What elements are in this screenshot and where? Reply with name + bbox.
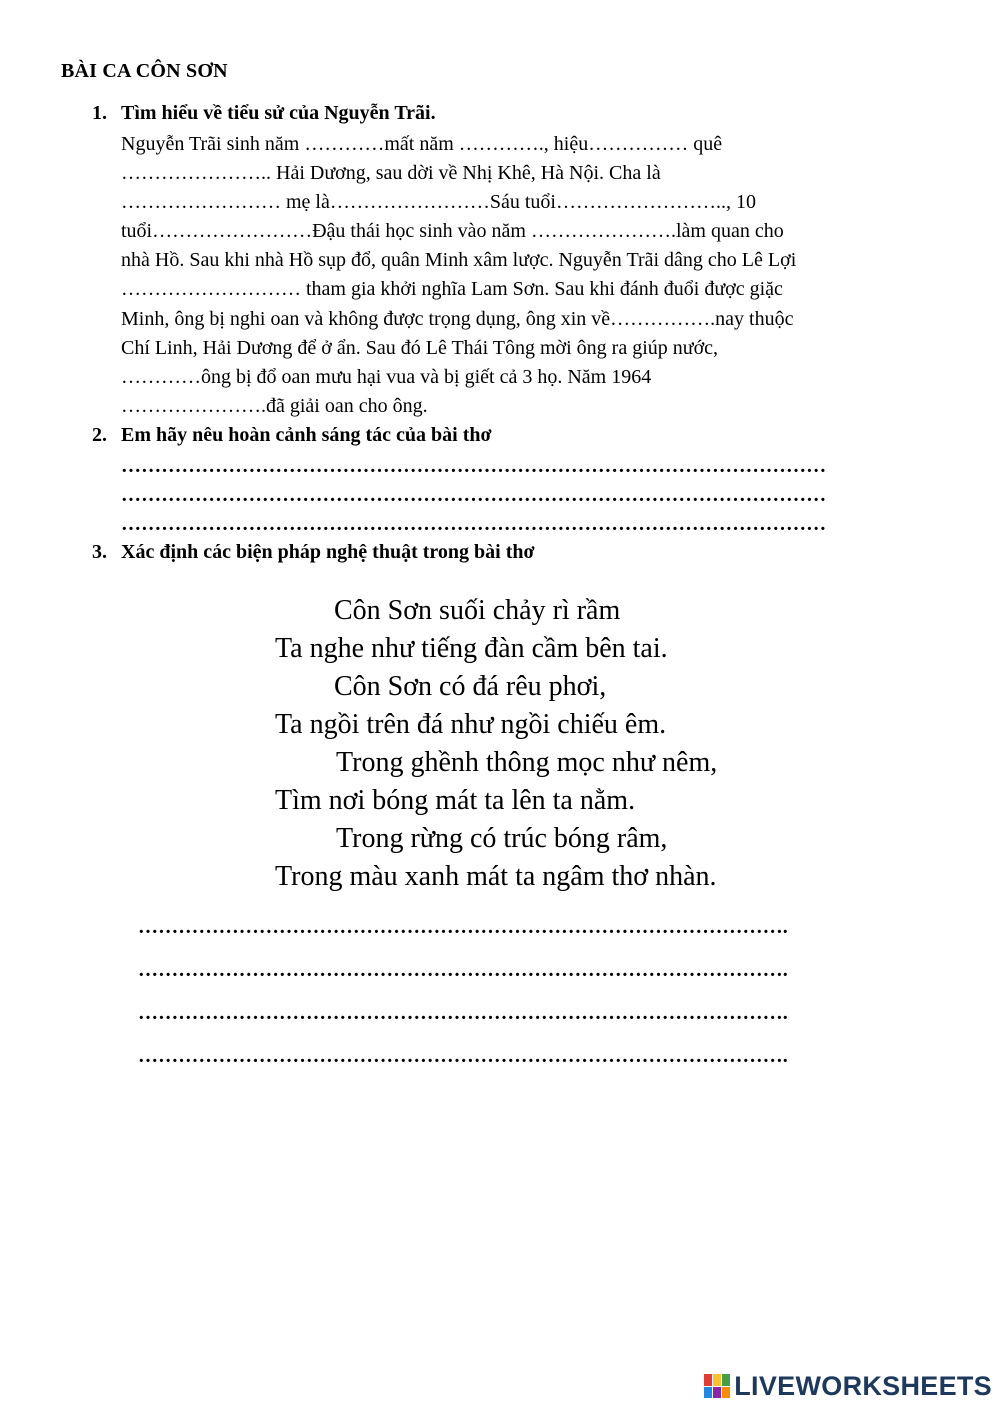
question-2-number: 2. [92, 424, 107, 446]
poem-line: Tìm nơi bóng mát ta lên ta nằm. [275, 785, 636, 816]
question-2-text: Em hãy nêu hoàn cảnh sáng tác của bài thơ [121, 424, 492, 446]
poem-line: Ta nghe như tiếng đàn cầm bên tai. [275, 633, 668, 664]
question-1-number: 1. [92, 102, 107, 124]
logo-icon-square [704, 1387, 712, 1399]
bio-line: ………………….. Hải Dương, sau dời về Nhị Khê, Hà Nội. Cha là [121, 162, 661, 185]
question-1-text: Tìm hiểu về tiểu sử của Nguyễn Trãi. [121, 102, 436, 124]
q3-answer-line[interactable]: ……………………………………………………………………………………. [138, 1045, 788, 1067]
question-1-heading [92, 102, 436, 125]
poem-line: Trong màu xanh mát ta ngâm thơ nhàn. [275, 861, 717, 892]
logo-icon-square [713, 1374, 721, 1386]
poem [0, 592, 1000, 896]
poem-line: Trong ghềnh thông mọc như nêm, [336, 747, 718, 778]
question-2-heading [92, 424, 492, 447]
poem-line: Côn Sơn có đá rêu phơi, [334, 671, 607, 702]
q3-answer-line[interactable]: ……………………………………………………………………………………. [138, 1002, 788, 1024]
logo-text: LIVEWORKSHEETS [734, 1370, 992, 1401]
bio-line: ……………………… tham gia khởi nghĩa Lam Sơn. Sau khi đánh đuổi được giặc [121, 278, 783, 301]
q3-answer-line[interactable]: ……………………………………………………………………………………. [138, 916, 788, 938]
biography-paragraph [121, 130, 921, 421]
logo-icon-square [713, 1387, 721, 1399]
q2-answer-line[interactable]: …………………………………………………………………………………………… [121, 513, 827, 535]
poem-line: Côn Sơn suối chảy rì rầm [334, 595, 621, 626]
poem-line: Trong rừng có trúc bóng râm, [336, 823, 668, 854]
question-3-heading [92, 541, 535, 564]
question-3-text: Xác định các biện pháp nghệ thuật trong bài thơ [121, 541, 535, 563]
logo-icon-square [704, 1374, 712, 1386]
q2-answer-line[interactable]: …………………………………………………………………………………………… [121, 484, 827, 506]
liveworksheets-logo[interactable] [704, 1371, 992, 1401]
q2-answer-line[interactable]: …………………………………………………………………………………………… [121, 455, 827, 477]
bio-line: tuổi……………………Đậu thái học sinh vào năm ………………….làm quan cho [121, 220, 784, 243]
logo-icon-square [722, 1387, 730, 1399]
poem-line: Ta ngồi trên đá như ngồi chiếu êm. [275, 709, 667, 740]
bio-line: Nguyễn Trãi sinh năm …………mất năm …………., hiệu…………… quê [121, 133, 723, 155]
bio-line: nhà Hồ. Sau khi nhà Hồ sụp đổ, quân Minh xâm lược. Nguyễn Trãi dâng cho Lê Lợi [121, 249, 797, 272]
logo-icon-square [722, 1374, 730, 1386]
bio-line: …………………… mẹ là……………………Sáu tuổi…………………….., 10 [121, 191, 756, 214]
bio-line: Chí Linh, Hải Dương để ở ẩn. Sau đó Lê Thái Tông mời ông ra giúp nước, [121, 336, 719, 359]
liveworksheets-logo-icon [704, 1374, 730, 1398]
question-3-number: 3. [92, 541, 107, 563]
page-title: BÀI CA CÔN SƠN [61, 60, 228, 82]
bio-line: …………ông bị đổ oan mưu hại vua và bị giết cả 3 họ. Năm 1964 [121, 365, 652, 388]
bio-line: ………………….đã giải oan cho ông. [121, 394, 428, 417]
q3-answer-line[interactable]: ……………………………………………………………………………………. [138, 959, 788, 981]
bio-line: Minh, ông bị nghi oan và không được trọng dụng, ông xin về…………….nay thuộc [121, 307, 794, 330]
